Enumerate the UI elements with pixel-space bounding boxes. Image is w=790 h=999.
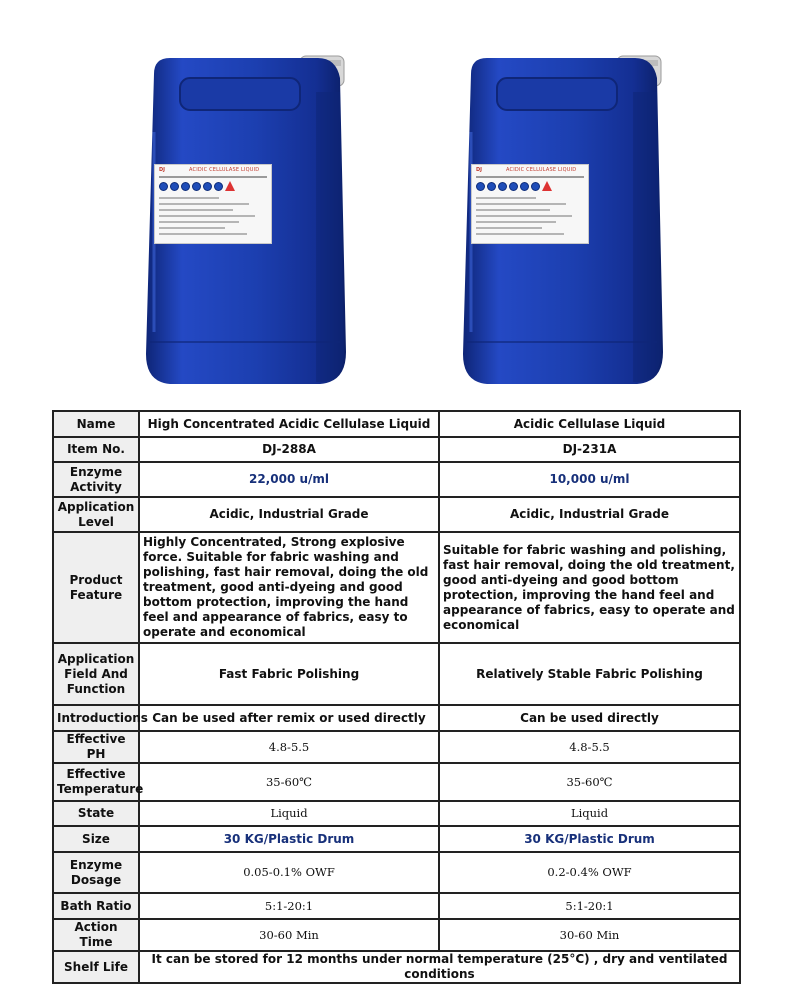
- row-label-effective-temperature: Effective Temperature: [53, 763, 139, 801]
- label-title: ACIDIC CELLULASE LIQUID: [189, 167, 260, 173]
- row-label-item-no: Item No.: [53, 437, 139, 462]
- table-row: [53, 919, 740, 951]
- cell-shelf-life: It can be stored for 12 months under normal temperature (25°C) , dry and ventilated conditions: [139, 951, 740, 983]
- left-drum-image: [140, 52, 355, 387]
- row-label-shelf-life: Shelf Life: [53, 951, 139, 983]
- label-brand: DJ: [476, 167, 483, 173]
- row-label-product-feature: Product Feature: [53, 532, 139, 643]
- table-row: [53, 705, 740, 731]
- table-row: [53, 826, 740, 852]
- row-label-size: Size: [53, 826, 139, 852]
- cell-enzyme-dosage-b: 0.2-0.4% OWF: [439, 852, 740, 893]
- table-row: [53, 852, 740, 893]
- cell-size-b: 30 KG/Plastic Drum: [439, 826, 740, 852]
- cell-introductions-b: Can be used directly: [439, 705, 740, 731]
- cell-product-feature-b: Suitable for fabric washing and polishing, fast hair removal, doing the old treatment, good anti-dyeing and good bottom protection, improving the hand feel and appearance of fabrics, easy to operate and economical: [439, 532, 740, 643]
- table-row: [53, 801, 740, 826]
- hazard-icon: [542, 181, 552, 191]
- cell-effective-ph-a: 4.8-5.5: [139, 731, 439, 763]
- table-row: [53, 893, 740, 919]
- cell-application-level-b: Acidic, Industrial Grade: [439, 497, 740, 532]
- cell-action-time-a: 30-60 Min: [139, 919, 439, 951]
- product-label: [154, 164, 272, 244]
- spec-table: [52, 410, 741, 984]
- row-label-enzyme-dosage: Enzyme Dosage: [53, 852, 139, 893]
- table-row: [53, 462, 740, 497]
- cell-application-field-b: Relatively Stable Fabric Polishing: [439, 643, 740, 705]
- cell-action-time-b: 30-60 Min: [439, 919, 740, 951]
- table-row: [53, 731, 740, 763]
- label-brand: DJ: [159, 167, 166, 173]
- cell-state-a: Liquid: [139, 801, 439, 826]
- cell-bath-ratio-a: 5:1-20:1: [139, 893, 439, 919]
- row-label-application-level: Application Level: [53, 497, 139, 532]
- row-label-application-field: Application Field And Function: [53, 643, 139, 705]
- cell-item-no-b: DJ-231A: [439, 437, 740, 462]
- cell-application-field-a: Fast Fabric Polishing: [139, 643, 439, 705]
- cell-product-feature-a: Highly Concentrated, Strong explosive force. Suitable for fabric washing and polishing, fast hair removal, doing the old treatment, good anti-dyeing and good bottom protection, improving the hand feel and appearance of fabrics, easy to operate and economical: [139, 532, 439, 643]
- row-label-action-time: Action Time: [53, 919, 139, 951]
- table-row: [53, 497, 740, 532]
- row-label-bath-ratio: Bath Ratio: [53, 893, 139, 919]
- cell-size-a: 30 KG/Plastic Drum: [139, 826, 439, 852]
- row-label-enzyme-activity: Enzyme Activity: [53, 462, 139, 497]
- cell-application-level-a: Acidic, Industrial Grade: [139, 497, 439, 532]
- table-row: [53, 643, 740, 705]
- cell-name-b: Acidic Cellulase Liquid: [439, 411, 740, 437]
- label-title: ACIDIC CELLULASE LIQUID: [506, 167, 577, 173]
- table-row: [53, 532, 740, 643]
- row-label-state: State: [53, 801, 139, 826]
- cell-effective-temperature-b: 35-60℃: [439, 763, 740, 801]
- table-row: [53, 951, 740, 983]
- product-label: [471, 164, 589, 244]
- hazard-icon: [225, 181, 235, 191]
- table-row: [53, 763, 740, 801]
- cell-bath-ratio-b: 5:1-20:1: [439, 893, 740, 919]
- cell-name-a: High Concentrated Acidic Cellulase Liquid: [139, 411, 439, 437]
- cell-effective-temperature-a: 35-60℃: [139, 763, 439, 801]
- cell-effective-ph-b: 4.8-5.5: [439, 731, 740, 763]
- row-label-effective-ph: Effective PH: [53, 731, 139, 763]
- cell-state-b: Liquid: [439, 801, 740, 826]
- right-drum-image: [457, 52, 672, 387]
- cell-enzyme-activity-a: 22,000 u/ml: [139, 462, 439, 497]
- table-row: [53, 437, 740, 462]
- cell-introductions-a: Can be used after remix or used directly: [139, 705, 439, 731]
- row-label-introductions: Introductions: [53, 705, 139, 731]
- row-label-name: Name: [53, 411, 139, 437]
- cell-enzyme-activity-b: 10,000 u/ml: [439, 462, 740, 497]
- cell-item-no-a: DJ-288A: [139, 437, 439, 462]
- table-row: [53, 411, 740, 437]
- cell-enzyme-dosage-a: 0.05-0.1% OWF: [139, 852, 439, 893]
